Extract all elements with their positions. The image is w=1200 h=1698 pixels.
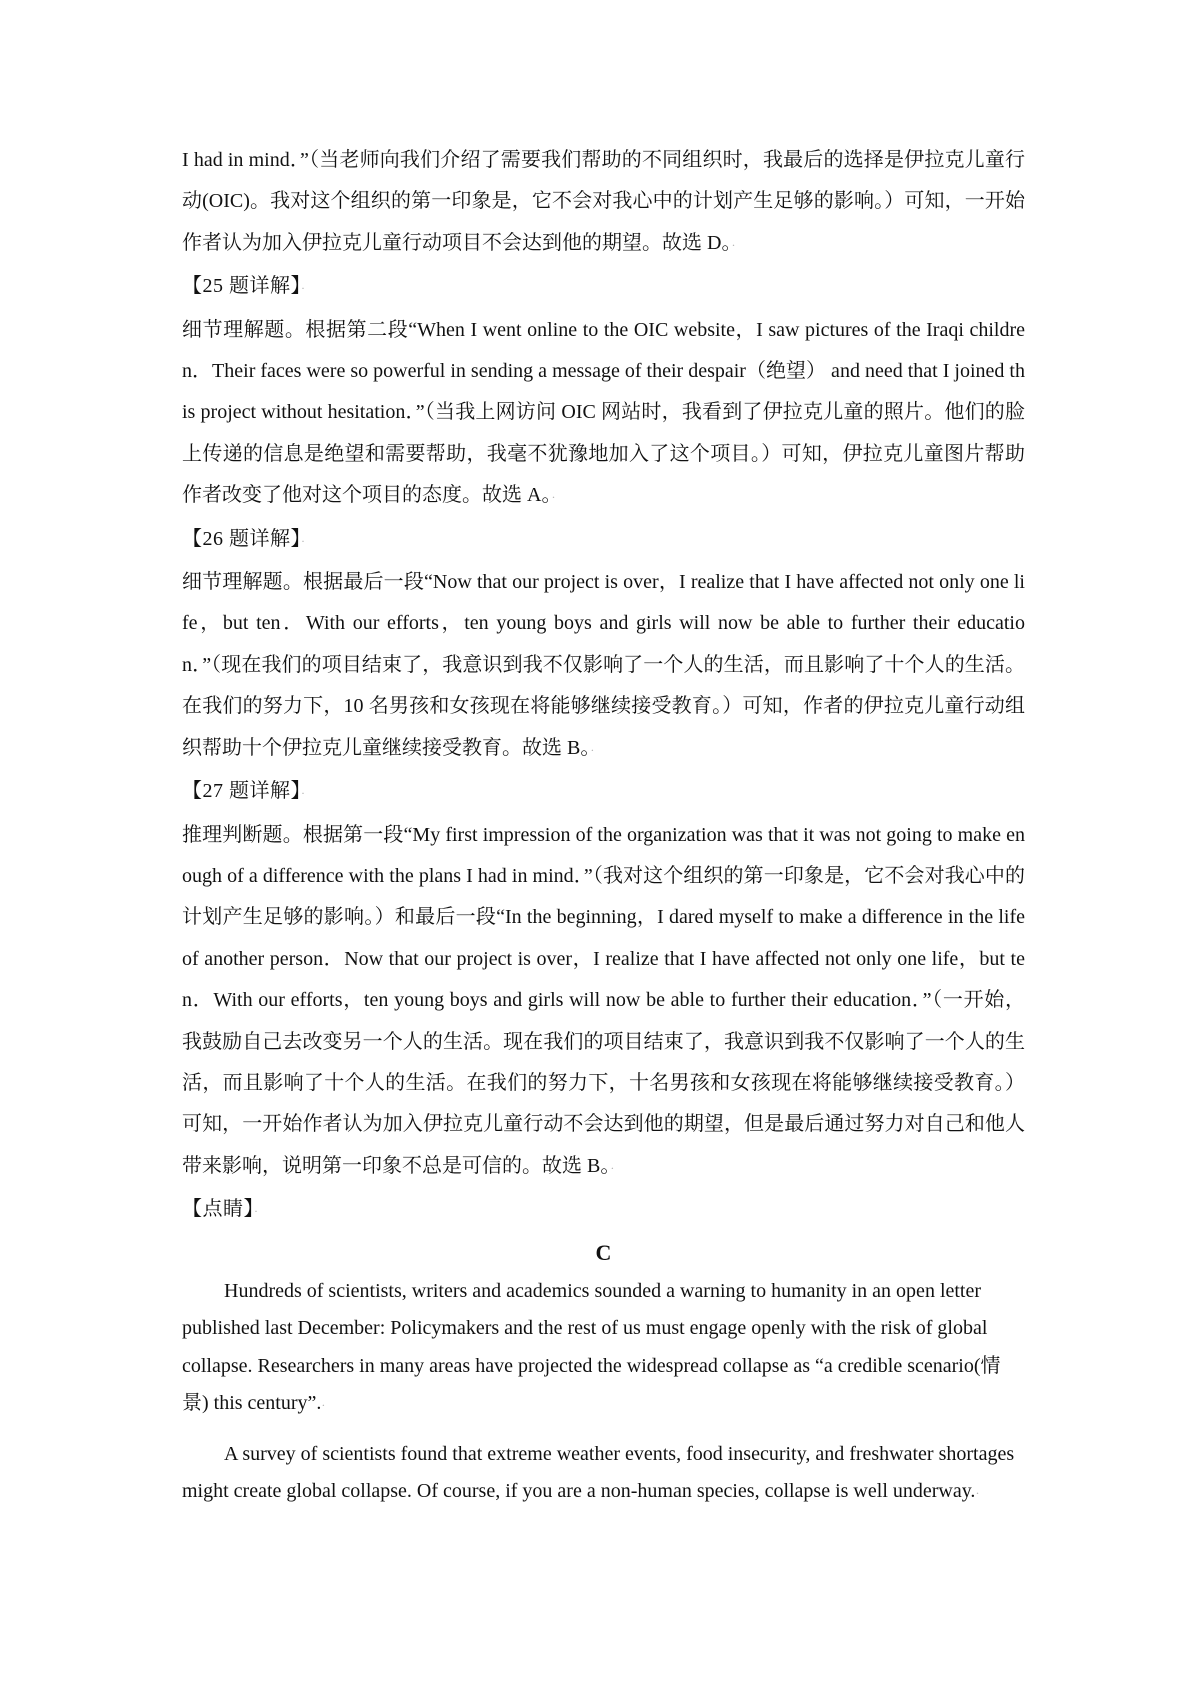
question-27-heading: 【27 题详解】· [182, 780, 306, 803]
answer-24-explanation-tail: I had in mind．”（当老师向我们介绍了需要我们帮助的不同组织时，我最后的选择是伊拉克儿童行动(OIC)。我对这个组织的第一印象是，它不会对我心中的计划产生足够的影响。）可知，一开始作者认为加入伊拉克儿童行动项目不会达到他的期望。故选 D。· [182, 149, 1025, 254]
question-25-heading: 【25 题详解】· [182, 275, 306, 298]
document-page [182, 140, 1125, 1524]
question-26-heading: 【26 题详解】· [182, 527, 306, 550]
question-26-explanation: 细节理解题。根据最后一段“Now that our project is over，I realize that I have affected not only one life，but ten．With our efforts，ten young boys and girls will now be able to further their education．”（现在我们的项目结束了，我意识到我不仅影响了一个人的生活，而且影响了十个人的生活。在我们的努力下，10 名男孩和女孩现在将能够继续接受教育。）可知，作者的伊拉克儿童行动组织帮助十个伊拉克儿童继续接受教育。故选 B。· [182, 571, 1025, 759]
question-25-explanation: 细节理解题。根据第二段“When I went online to the OIC website，I saw pictures of the Iraqi children．Their faces were so powerful in sending a message of their despair（绝望） and need that I joined this project without hesitation．”（当我上网访问 OIC 网站时，我看到了伊拉克儿童的照片。他们的脸上传递的信息是绝望和需要帮助，我毫不犹豫地加入了这个项目。）可知，伊拉克儿童图片帮助作者改变了他对这个项目的态度。故选 A。· [182, 318, 1025, 507]
commentary-heading: 【点睛】· [182, 1198, 259, 1221]
question-27-explanation: 推理判断题。根据第一段“My first impression of the organization was that it was not going to make enough of a difference with the plans I had in mind．”（我对这个组织的第一印象是，它不会对我心中的计划产生足够的影响。）和最后一段“In the beginning，I dared myself to make a difference in the life of another person．Now that our project is over，I realize that I have affected not only one life，but ten．With our efforts，ten young boys and girls will now be able to further their education．”（一开始，我鼓励自己去改变另一个人的生活。现在我们的项目结束了，我意识到我不仅影响了一个人的生活，而且影响了十个人的生活。在我们的努力下，十名男孩和女孩现在将能够继续接受教育。）可知，一开始作者认为加入伊拉克儿童行动不会达到他的期望，但是最后通过努力对自己和他人带来影响，说明第一印象不总是可信的。故选 B。· [182, 823, 1125, 1177]
section-c-paragraph-2: A survey of scientists found that extreme weather events, food insecurity, and freshwater shortages might create global collapse. Of course, if you are a non-human species, collapse is well underway.· [182, 1442, 1015, 1503]
section-c-paragraph-1: Hundreds of scientists, writers and academics sounded a warning to humanity in an open letter published last December: Policymakers and the rest of us must engage openly with the risk of global collapse. Researchers in many areas have projected the widespread collapse as “a credible scenario(情景) this century”.· [182, 1279, 1001, 1415]
section-c-title: C [595, 1239, 612, 1265]
